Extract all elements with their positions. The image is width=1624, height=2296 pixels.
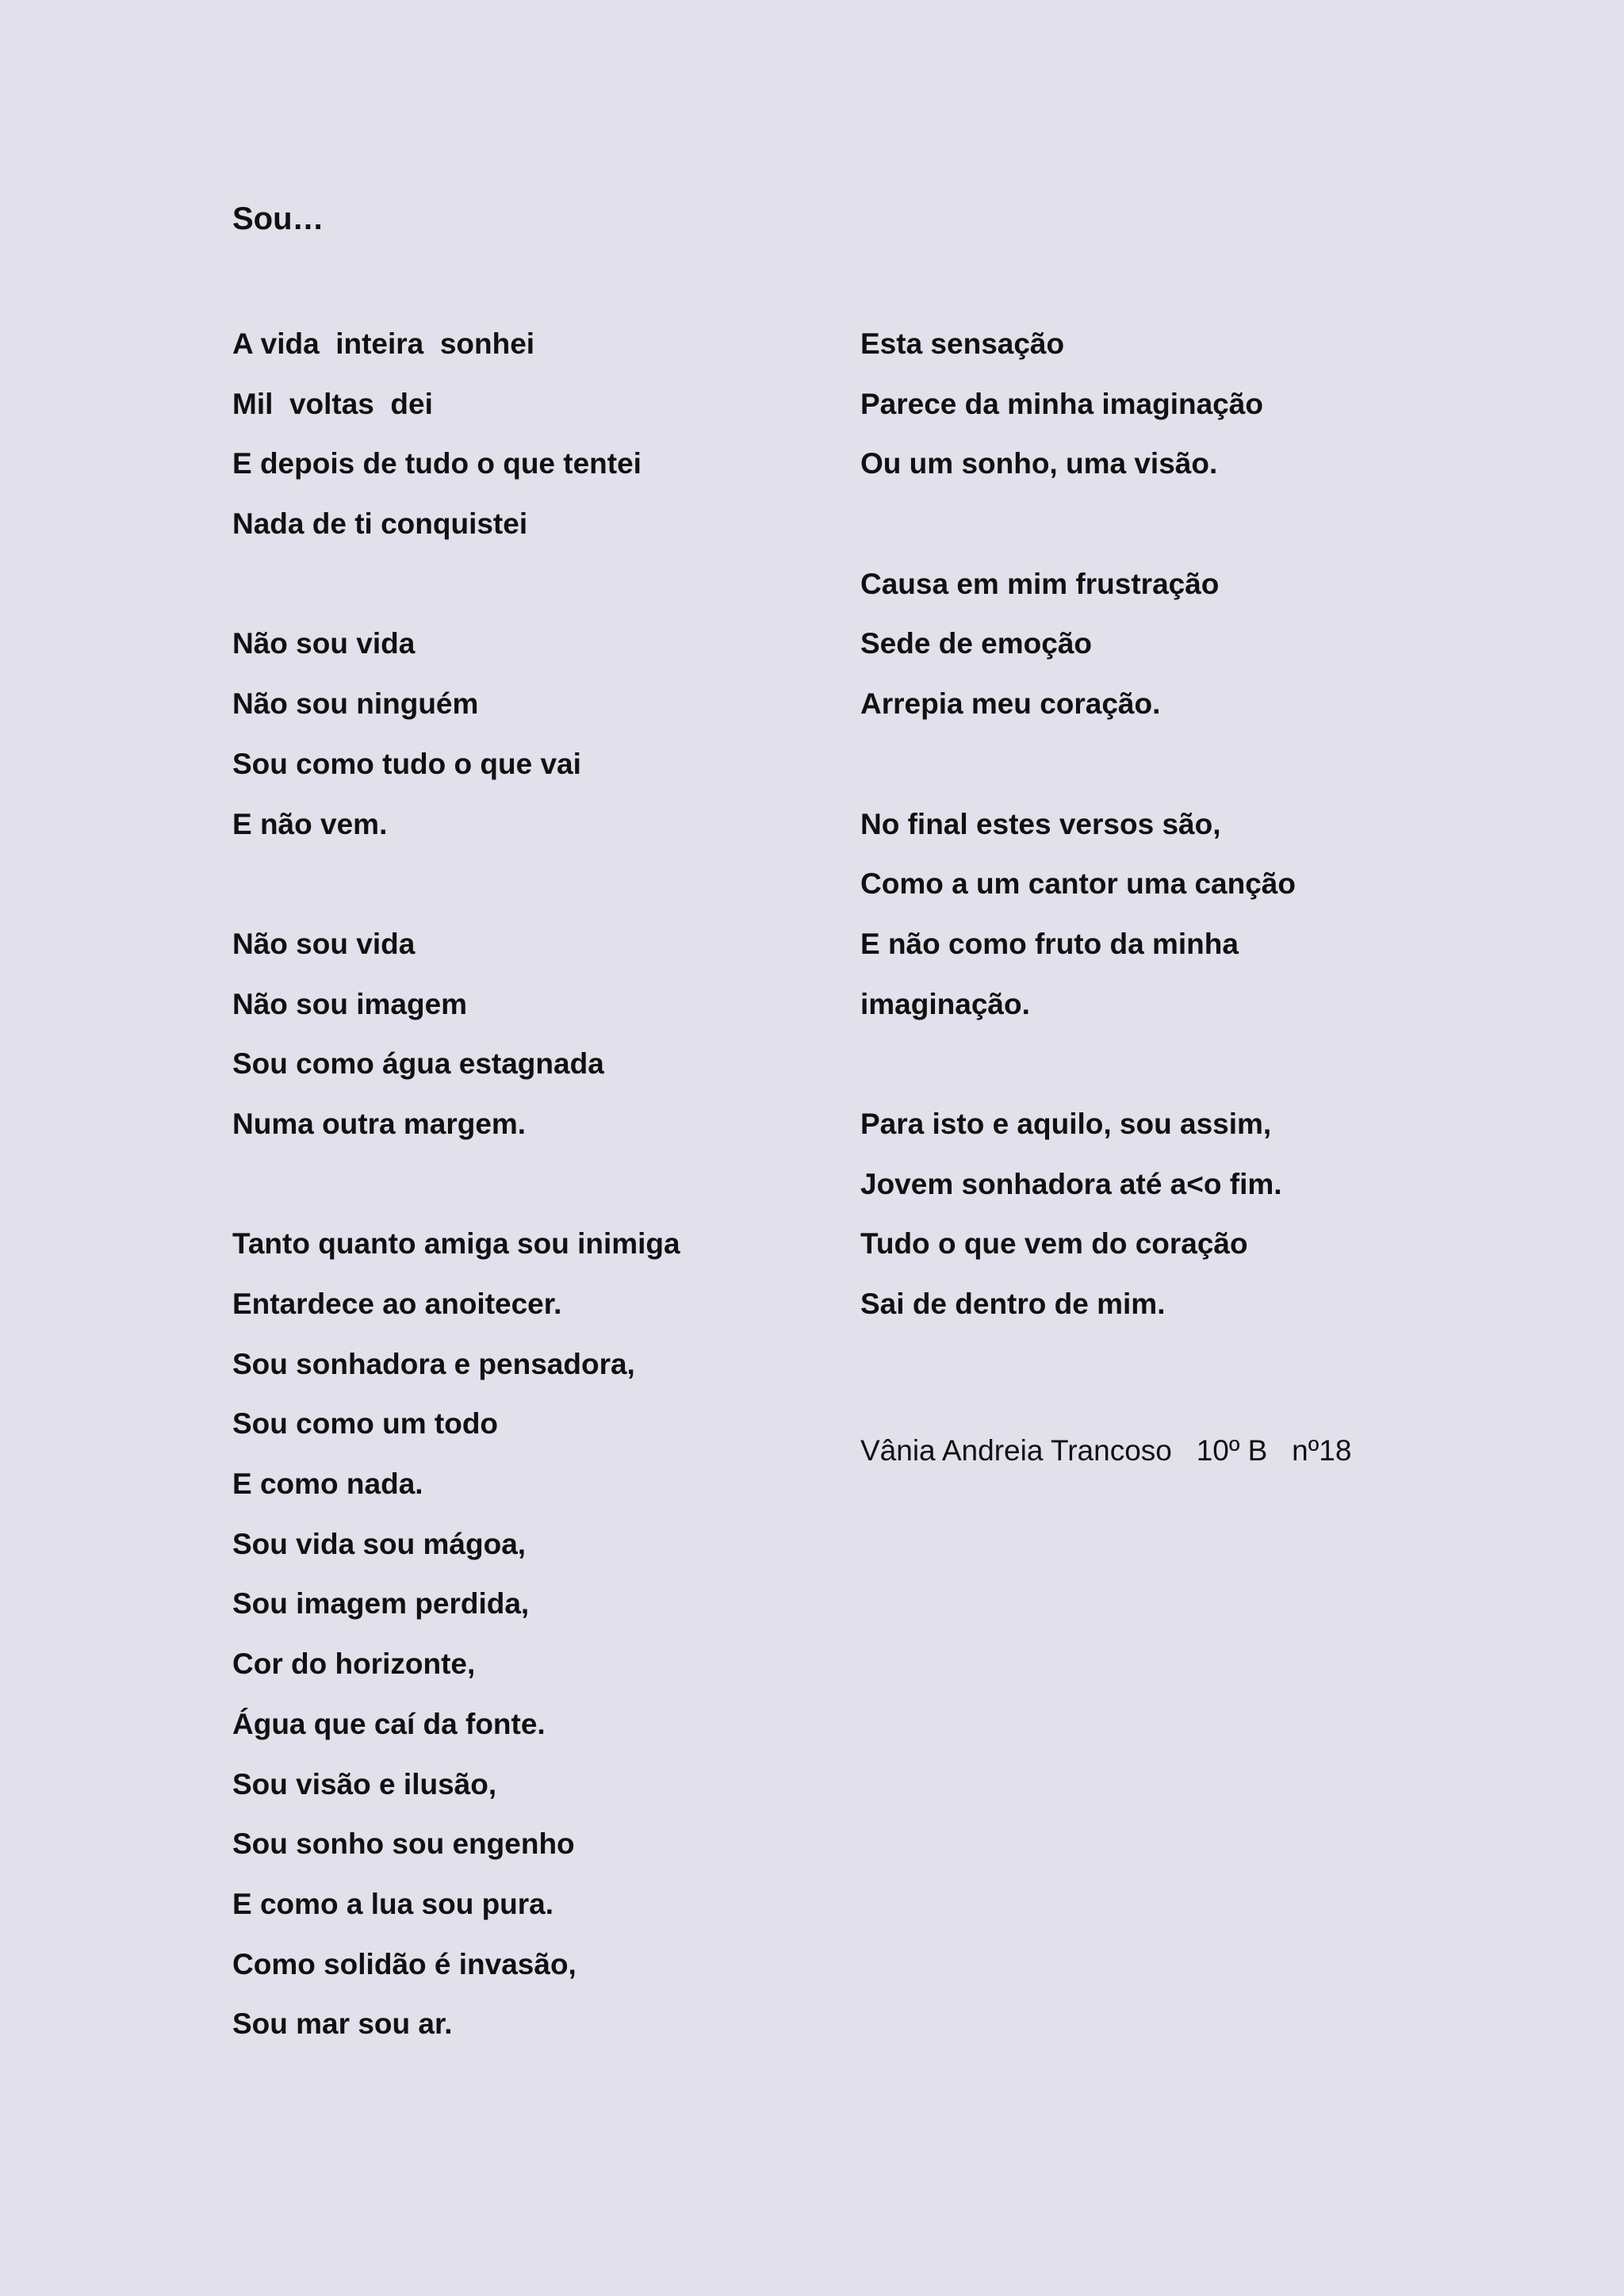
stanza-break bbox=[860, 740, 1447, 801]
poem-line: Arrepia meu coração. bbox=[860, 687, 1161, 721]
poem-line: Sou visão e ilusão, bbox=[232, 1767, 497, 1800]
poem-line: Parece da minha imaginação bbox=[860, 387, 1263, 420]
poem-line: imaginação. bbox=[860, 987, 1030, 1020]
poem-line: Tanto quanto amiga sou inimiga bbox=[232, 1227, 680, 1261]
poem-line: Nada de ti conquistei bbox=[232, 507, 528, 541]
poem-line: Como solidão é invasão, bbox=[232, 1947, 576, 1980]
poem-line: Sou imagem perdida, bbox=[232, 1587, 530, 1621]
poem-line: Não sou ninguém bbox=[232, 687, 479, 721]
poem-line: Não sou vida bbox=[232, 927, 416, 960]
poem-line: E como nada. bbox=[232, 1468, 423, 1501]
stanza-break bbox=[232, 860, 819, 920]
poem-line: Numa outra margem. bbox=[232, 1107, 527, 1140]
author-signature: Vânia Andreia Trancoso 10º B nº18 bbox=[860, 1434, 1352, 1467]
stanza-break bbox=[232, 561, 819, 621]
poem-line: A vida inteira sonhei bbox=[232, 327, 535, 360]
poem-line: Tudo o que vem do coração bbox=[860, 1227, 1248, 1261]
poem-line: Sou vida sou mágoa, bbox=[232, 1527, 527, 1560]
poem-line: Água que caí da fonte. bbox=[232, 1707, 546, 1740]
poem-line: Cor do horizonte, bbox=[232, 1647, 476, 1681]
stanza-break bbox=[860, 500, 1447, 561]
poem-title: Sou… bbox=[232, 201, 324, 236]
poem-line: Sou mar sou ar. bbox=[232, 2007, 453, 2041]
poem-line: Causa em mim frustração bbox=[860, 567, 1220, 600]
poem-line: Sede de emoção bbox=[860, 627, 1093, 660]
poem-line: Mil voltas dei bbox=[232, 387, 433, 420]
poem-line: Para isto e aquilo, sou assim, bbox=[860, 1107, 1272, 1140]
poem-line: E depois de tudo o que tentei bbox=[232, 447, 642, 480]
poem-line: Sou como um todo bbox=[232, 1407, 499, 1441]
poem-line: Entardece ao anoitecer. bbox=[232, 1288, 562, 1320]
poem-line: Esta sensação bbox=[860, 327, 1065, 360]
poem-line: Como a um cantor uma canção bbox=[860, 867, 1296, 901]
poem-line: Sou como água estagnada bbox=[232, 1047, 604, 1081]
poem-line: Sou sonho sou engenho bbox=[232, 1827, 575, 1861]
poem-line: Sou sonhadora e pensadora, bbox=[232, 1347, 635, 1380]
poem-left-column bbox=[232, 320, 819, 2061]
poem-line: Sai de dentro de mim. bbox=[860, 1288, 1166, 1320]
poem-line: Sou como tudo o que vai bbox=[232, 747, 581, 780]
poem-line: E como a lua sou pura. bbox=[232, 1887, 554, 1920]
stanza-break bbox=[232, 1161, 819, 1221]
poem-line: Jovem sonhadora até a<o fim. bbox=[860, 1167, 1282, 1200]
stanza-break bbox=[860, 1040, 1447, 1100]
poem-line: Ou um sonho, uma visão. bbox=[860, 447, 1218, 480]
poem-line: E não vem. bbox=[232, 807, 388, 840]
poem-line: No final estes versos são, bbox=[860, 807, 1221, 840]
poem-line: Não sou imagem bbox=[232, 987, 468, 1020]
poem-right-column bbox=[860, 320, 1447, 1341]
poem-line: Não sou vida bbox=[232, 627, 416, 660]
poem-line: E não como fruto da minha bbox=[860, 927, 1239, 960]
